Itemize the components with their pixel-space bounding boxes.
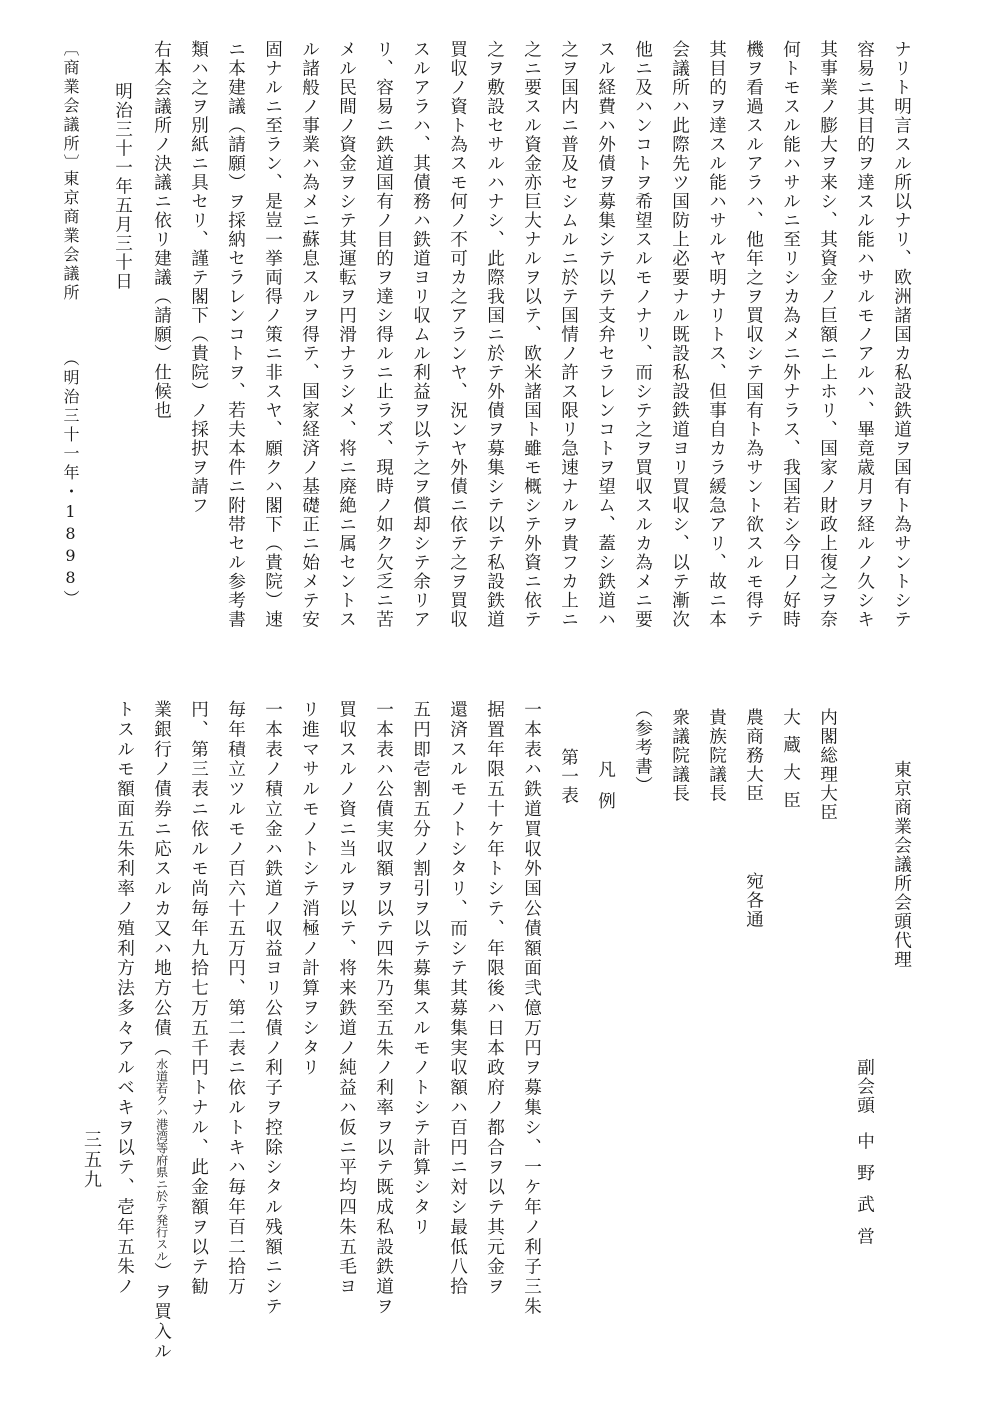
warichu-line-1: 府県ニ於テ発行スル bbox=[154, 1154, 169, 1263]
reference-heading: （参考書） bbox=[632, 700, 653, 795]
addressee-finance-minister: 大蔵大臣 bbox=[780, 708, 801, 819]
main-text-col-10: 之ヲ国内ニ普及セシムルニ於テ国情ノ許ス限リ急速ナルヲ貴フカ上ニ bbox=[558, 40, 579, 629]
warichu-note bbox=[156, 1058, 168, 1262]
main-text-col-4: 何トモスル能ハサルニ至リシカ為メニ外ナラス、我国若シ今日ノ好時 bbox=[780, 40, 801, 629]
main-text-col-8: 他ニ及ハンコトヲ希望スルモノナリ、而シテ之ヲ買収スルカ為メニ要 bbox=[632, 40, 653, 629]
main-text-col-2: 容易ニ其目的ヲ達スル能ハサルモノアルハ、畢竟歳月ヲ経ルノ久シキ bbox=[854, 40, 875, 629]
note-col-11 bbox=[152, 700, 170, 1362]
note-col-8: 一本表ノ積立金ハ鉄道ノ収益ヨリ公債ノ利子ヲ控除シタル残額ニシテ bbox=[262, 700, 283, 1317]
main-text-col-3: 其事業ノ膨大ヲ来シ、其資金ノ巨額ニ上ホリ、国家ノ財政上復之ヲ奈 bbox=[817, 40, 838, 629]
note-col-11-before: 業銀行ノ債券ニ応スルカ又ハ地方公債（ bbox=[151, 700, 172, 1059]
addressee-agriculture-minister: 農商務大臣 bbox=[743, 708, 764, 803]
note-col-9: 毎年積立ツルモノ百六十五万円、第二表ニ依ルトキハ毎年百二拾万 bbox=[225, 700, 246, 1297]
main-text-col-18: 固ナルニ至ラン、是豈一挙両得ノ策ニ非スヤ、願クハ閣下（貴院）速 bbox=[262, 40, 283, 629]
signatory-title: 副会頭 bbox=[854, 1058, 875, 1115]
signatory-name: 中野武営 bbox=[854, 1132, 875, 1259]
main-text-col-1: ナリト明言スル所以ナリ、欧洲諸国カ私設鉄道ヲ国有ト為サントシテ bbox=[891, 40, 912, 629]
main-text-col-12: 之ヲ敷設セサルハナシ、此際我国ニ於テ外債ヲ募集シテ以テ私設鉄道 bbox=[484, 40, 505, 629]
hanrei-heading: 凡例 bbox=[595, 760, 616, 824]
note-col-4: 五円即壱割五分ノ割引ヲ以テ募集スルモノトシテ計算シタリ bbox=[410, 700, 431, 1238]
main-text-col-13: 買収ノ資ト為スモ何ノ不可カ之アランヤ、況ンヤ外債ニ依テ之ヲ買収 bbox=[447, 40, 468, 629]
note-col-10: 円、第三表ニ依ルモ尚毎年九拾七万五千円トナル、此金額ヲ以テ勧 bbox=[188, 700, 209, 1297]
main-text-col-5: 機ヲ看過スルアラハ、他年之ヲ買収シテ国有ト為サント欲スルモ得テ bbox=[743, 40, 764, 629]
table-heading: 第一表 bbox=[558, 748, 579, 805]
note-col-5: 一本表ハ公債実収額ヲ以テ四朱乃至五朱ノ利率ヲ以テ既成私設鉄道ヲ bbox=[373, 700, 394, 1317]
main-text-col-9: スル経費ハ外債ヲ募集シテ以テ支弁セラレンコトヲ望ム、蓋シ鉄道ハ bbox=[595, 40, 616, 629]
page-number: 三五九 bbox=[81, 1130, 102, 1190]
addressee-prime-minister: 内閣総理大臣 bbox=[817, 708, 838, 822]
source-year: （明治三十一年・1898） bbox=[61, 350, 80, 609]
main-text-col-21: 右本会議所ノ決議ニ依リ建議（請願）仕候也 bbox=[151, 40, 172, 420]
main-text-col-16: メル民間ノ資金ヲシテ其運転ヲ円滑ナラシメ、将ニ廃絶ニ属セントス bbox=[336, 40, 357, 629]
main-text-col-17: ル諸般ノ事業ハ為メニ蘇息スルヲ得テ、国家経済ノ基礎正ニ始メテ安 bbox=[299, 40, 320, 629]
note-col-1: 一本表ハ鉄道買収外国公債額面弐億万円ヲ募集シ、一ケ年ノ利子三朱 bbox=[521, 700, 542, 1317]
main-text-col-11: 之ニ要スル資金亦巨大ナルヲ以テ、欧米諸国ト雖モ概シテ外資ニ依テ bbox=[521, 40, 542, 629]
note-col-6: 買収スルノ資ニ当ルヲ以テ、将来鉄道ノ純益ハ仮ニ平均四朱五毛ヨ bbox=[336, 700, 357, 1297]
note-col-3: 還済スルモノトシタリ、而シテ其募集実収額ハ百円ニ対シ最低八拾 bbox=[447, 700, 468, 1297]
note-col-11-after: ）ヲ買入ル bbox=[151, 1262, 172, 1362]
note-col-2: 据置年限五十ケ年トシテ、年限後ハ日本政府ノ都合ヲ以テ其元金ヲ bbox=[484, 700, 505, 1297]
source-org: 東京商業会議所 bbox=[61, 170, 80, 303]
note-col-7: リ進マサルモノトシテ消極ノ計算ヲシタリ bbox=[299, 700, 320, 1079]
addressee-house-of-representatives: 衆議院議長 bbox=[669, 708, 690, 803]
main-text-col-15: リ、容易ニ鉄道国有ノ目的ヲ達シ得ルニ止ラズ、現時ノ如ク欠乏ニ苦 bbox=[373, 40, 394, 629]
main-text-col-6: 其目的ヲ達スル能ハサルヤ明ナリトス、但事自カラ緩急アリ、故ニ本 bbox=[706, 40, 727, 629]
warichu-line-2: 水道若クハ港湾等 bbox=[154, 1058, 169, 1155]
main-text-col-20: 類ハ之ヲ別紙ニ具セリ、謹テ閣下（貴院）ノ採択ヲ請フ bbox=[188, 40, 209, 515]
note-col-12: トスルモ額面五朱利率ノ殖利方法多々アルベキヲ以テ、壱年五朱ノ bbox=[114, 700, 135, 1297]
main-text-col-7: 会議所ハ此際先ツ国防上必要ナル既設私設鉄道ヨリ買収シ、以テ漸次 bbox=[669, 40, 690, 629]
document-date: 明治三十一年五月三十日 bbox=[112, 82, 133, 291]
addressee-house-of-peers: 貴族院議長 bbox=[706, 708, 727, 803]
main-text-col-14: スルアラハ、其債務ハ鉄道ヨリ収ムル利益ヲ以テ之ヲ償却シテ余リア bbox=[410, 40, 431, 629]
addressee-suffix: 宛各通 bbox=[743, 872, 764, 929]
main-text-col-19: ニ本建議（請願）ヲ採納セラレンコトヲ、若夫本件ニ附帯セル参考書 bbox=[225, 40, 246, 629]
source-label: 〔商業会議所〕 bbox=[61, 40, 80, 173]
signatory-org: 東京商業会議所会頭代理 bbox=[891, 760, 912, 969]
